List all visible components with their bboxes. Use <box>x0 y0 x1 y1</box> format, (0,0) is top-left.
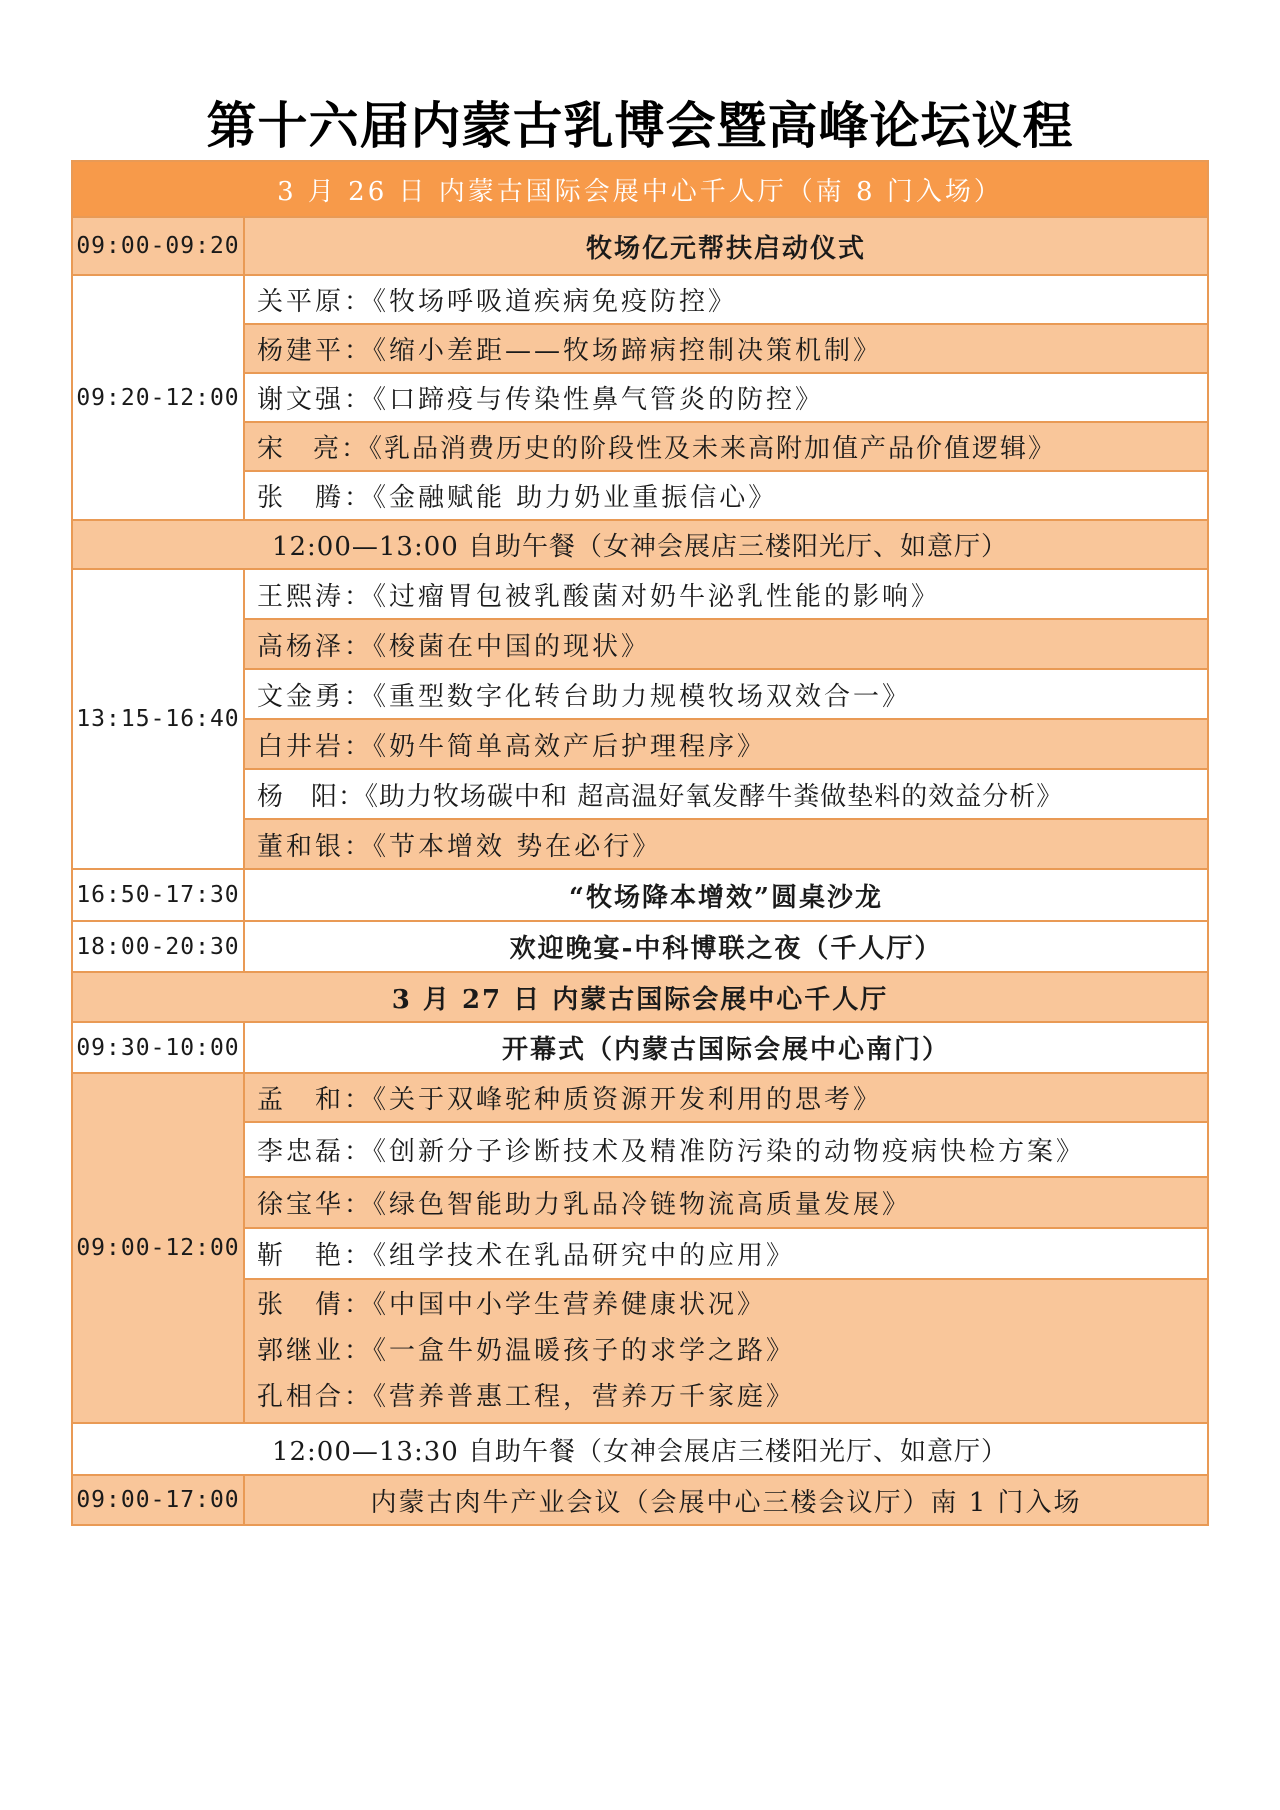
talk-item: 杨建平：《缩小差距——牧场蹄病控制决策机制》 <box>244 324 1208 373</box>
talk-item: 宋 亮：《乳品消费历史的阶段性及未来高附加值产品价值逻辑》 <box>244 422 1208 471</box>
session-title: 开幕式（内蒙古国际会展中心南门） <box>244 1022 1208 1073</box>
talk-item: 郭继业：《一盒牛奶温暖孩子的求学之路》 <box>257 1336 796 1366</box>
talk-item: 徐宝华：《绿色智能助力乳品冷链物流高质量发展》 <box>244 1177 1208 1228</box>
time-cell: 18:00-20:30 <box>72 921 244 972</box>
lunch-text: 12:00—13:00 自助午餐（女神会展店三楼阳光厅、如意厅） <box>72 520 1208 569</box>
talk-item: 孟 和：《关于双峰驼种质资源开发利用的思考》 <box>244 1073 1208 1122</box>
schedule-row <box>72 217 1208 275</box>
schedule-row <box>72 1475 1208 1525</box>
talk-group <box>244 1279 1208 1423</box>
time-cell: 09:30-10:00 <box>72 1022 244 1073</box>
talk-item: 张 腾：《金融赋能 助力奶业重振信心》 <box>244 471 1208 520</box>
schedule-row <box>72 1022 1208 1073</box>
schedule-row <box>72 869 1208 921</box>
session-title: 欢迎晚宴-中科博联之夜（千人厅） <box>244 921 1208 972</box>
schedule-row <box>72 921 1208 972</box>
day1-header: 3 月 26 日 内蒙古国际会展中心千人厅（南 8 门入场） <box>72 161 1208 217</box>
talk-item: 文金勇：《重型数字化转台助力规模牧场双效合一》 <box>244 669 1208 719</box>
time-cell: 16:50-17:30 <box>72 869 244 921</box>
talk-row <box>72 1073 1208 1122</box>
page-title: 第十六届内蒙古乳博会暨高峰论坛议程 <box>206 97 1074 155</box>
talk-item: 张 倩：《中国中小学生营养健康状况》 <box>257 1290 767 1320</box>
talk-row <box>72 275 1208 324</box>
day2-header-row <box>72 972 1208 1022</box>
talk-item: 关平原：《牧场呼吸道疾病免疫防控》 <box>244 275 1208 324</box>
time-cell: 09:00-17:00 <box>72 1475 244 1525</box>
session-title: 内蒙古肉牛产业会议（会展中心三楼会议厅）南 1 门入场 <box>244 1475 1208 1525</box>
lunch-row <box>72 1423 1208 1475</box>
talk-item: 王熙涛：《过瘤胃包被乳酸菌对奶牛泌乳性能的影响》 <box>244 569 1208 619</box>
talk-item: 杨 阳：《助力牧场碳中和 超高温好氧发酵牛粪做垫料的效益分析》 <box>244 769 1208 819</box>
talk-item: 董和银：《节本增效 势在必行》 <box>244 819 1208 869</box>
talk-item: 谢文强：《口蹄疫与传染性鼻气管炎的防控》 <box>244 373 1208 422</box>
time-cell: 09:20-12:00 <box>72 275 244 520</box>
talk-row <box>72 569 1208 619</box>
talk-item: 李忠磊：《创新分子诊断技术及精准防污染的动物疫病快检方案》 <box>244 1122 1208 1177</box>
time-cell: 09:00-09:20 <box>72 217 244 275</box>
lunch-text: 12:00—13:30 自助午餐（女神会展店三楼阳光厅、如意厅） <box>72 1423 1208 1475</box>
day1-header-row <box>72 161 1208 217</box>
lunch-row <box>72 520 1208 569</box>
talk-item: 高杨泽：《梭菌在中国的现状》 <box>244 619 1208 669</box>
talk-item: 孔相合：《营养普惠工程，营养万千家庭》 <box>257 1382 796 1412</box>
session-title: “牧场降本增效”圆桌沙龙 <box>244 869 1208 921</box>
time-cell: 09:00-12:00 <box>72 1073 244 1423</box>
time-cell: 13:15-16:40 <box>72 569 244 869</box>
talk-item: 白井岩：《奶牛简单高效产后护理程序》 <box>244 719 1208 769</box>
agenda-table <box>71 160 1209 1526</box>
day2-header: 3 月 27 日 内蒙古国际会展中心千人厅 <box>72 972 1208 1022</box>
talk-item: 靳 艳：《组学技术在乳品研究中的应用》 <box>244 1228 1208 1279</box>
session-title: 牧场亿元帮扶启动仪式 <box>244 217 1208 275</box>
